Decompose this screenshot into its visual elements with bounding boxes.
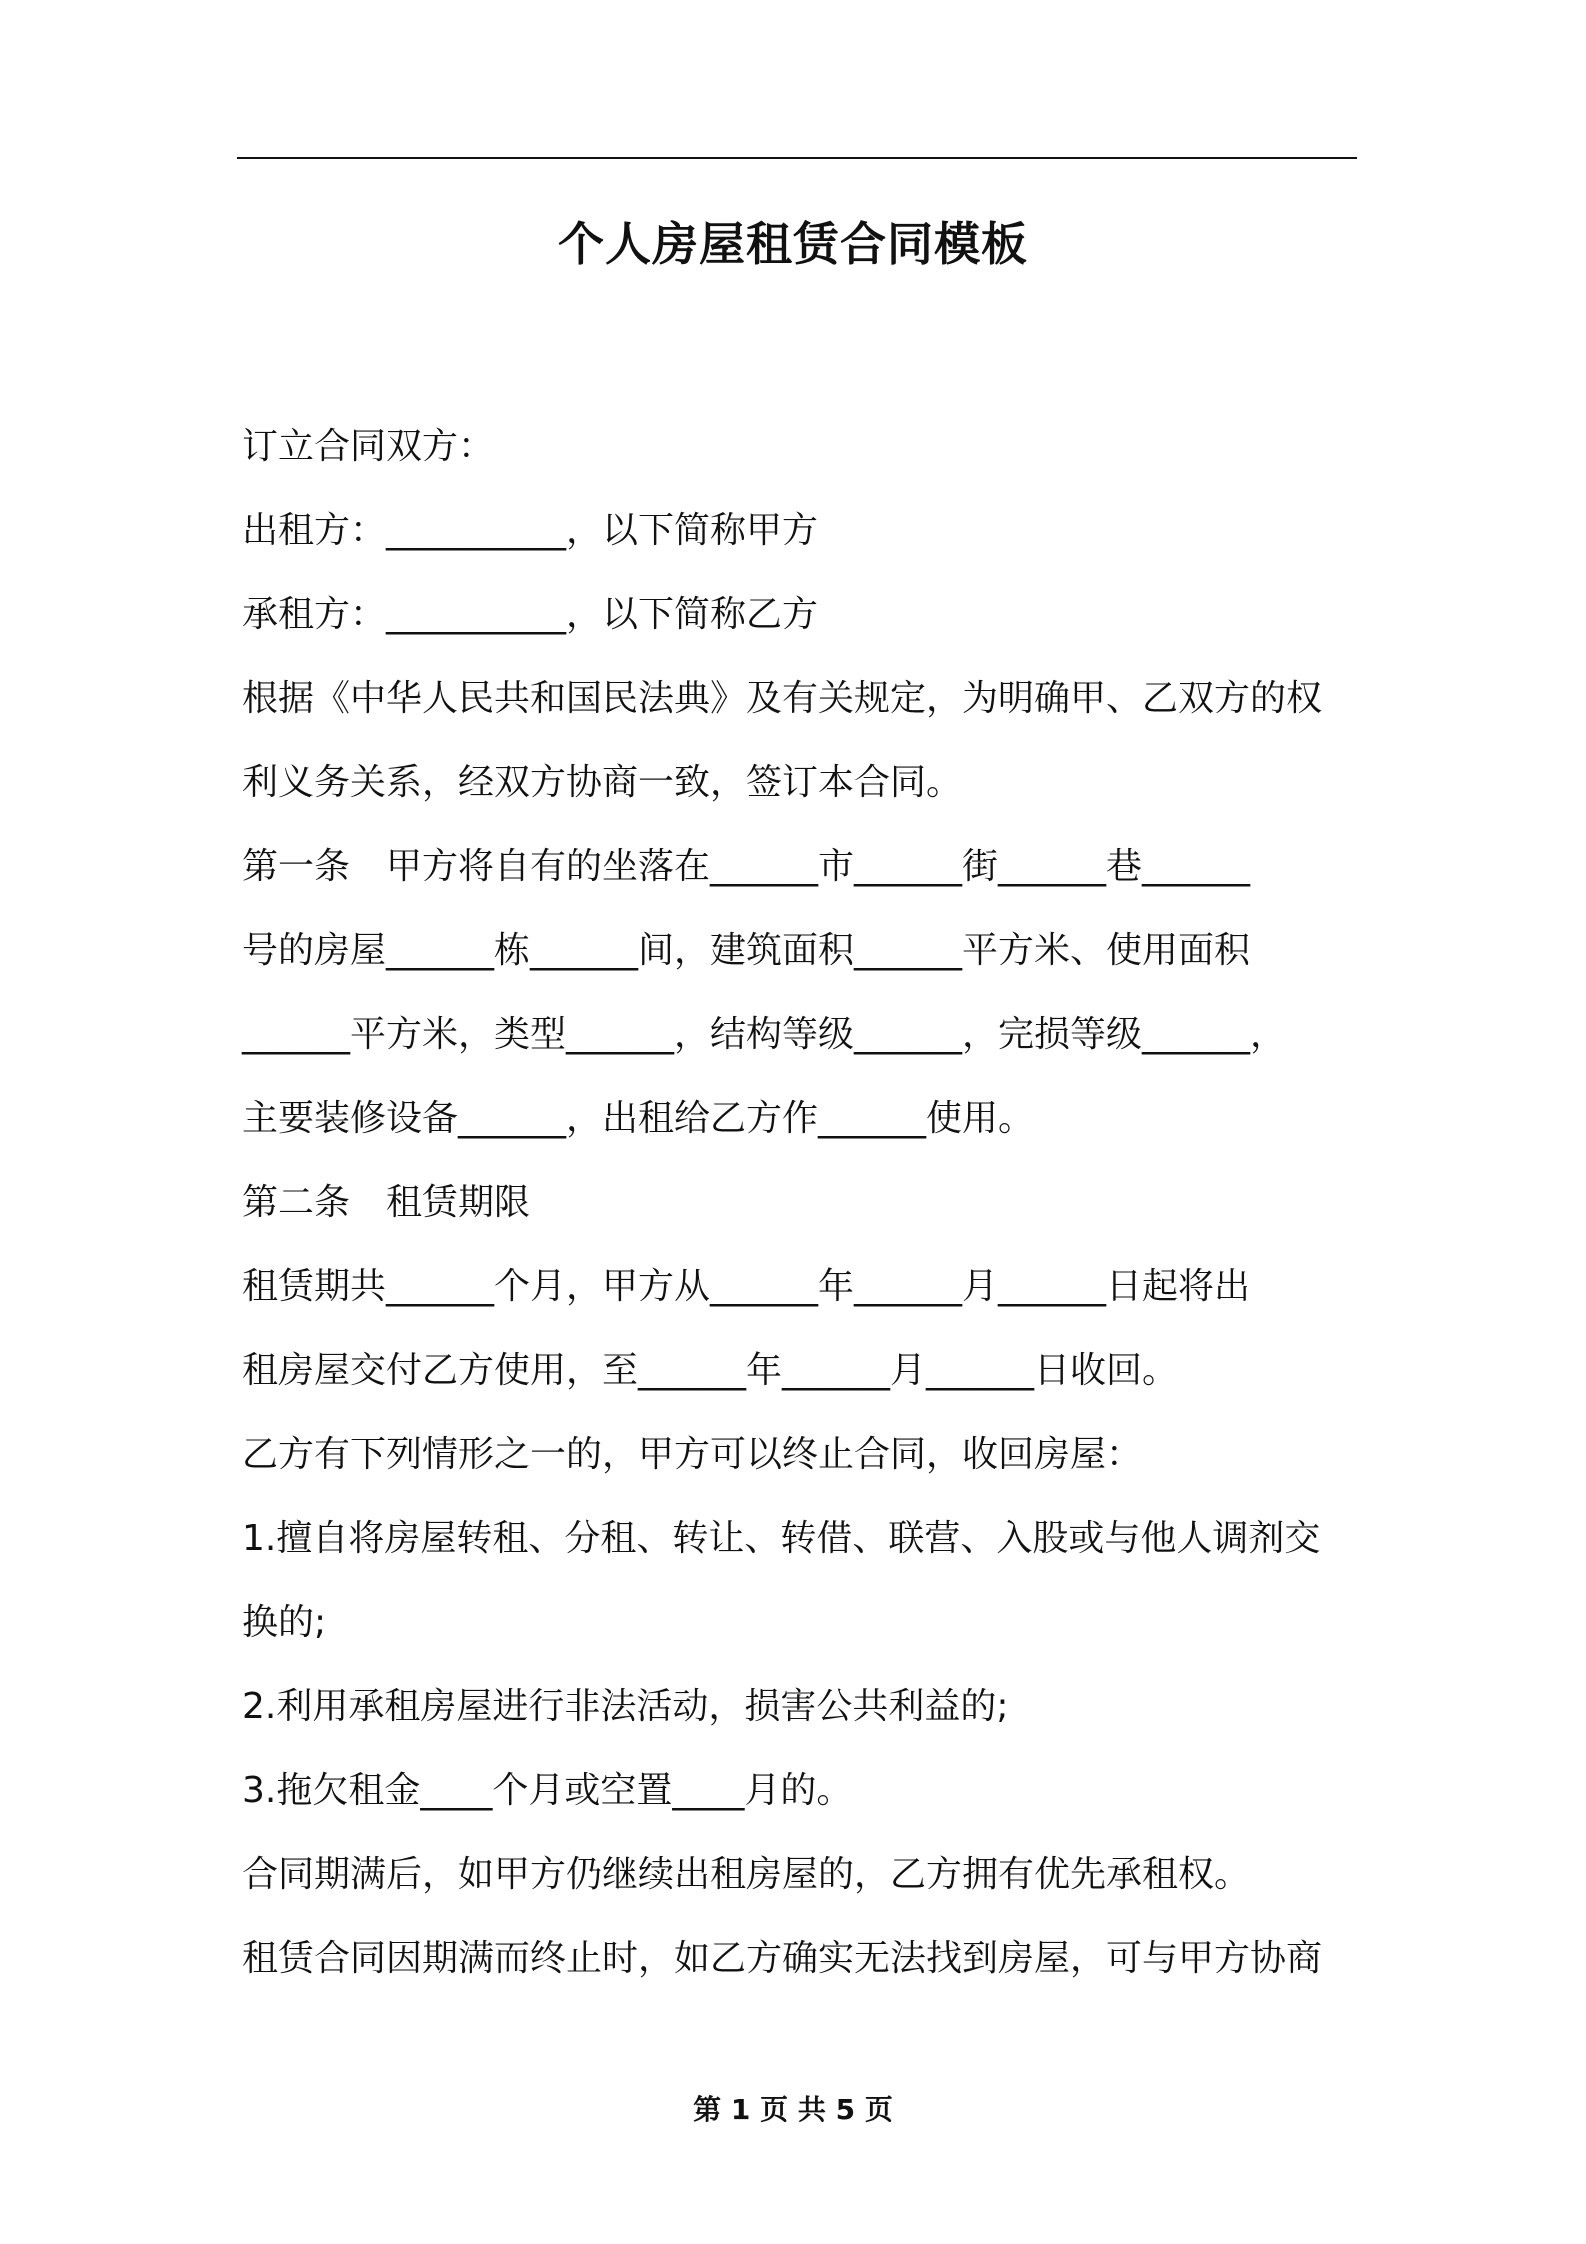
body-line: 租赁合同因期满而终止时，如乙方确实无法找到房屋，可与甲方协商: [242, 1938, 1323, 1979]
body-line: 订立合同双方：: [242, 426, 495, 467]
body-line: 根据《中华人民共和国民法典》及有关规定，为明确甲、乙双方的权: [242, 678, 1323, 719]
body-line: 出租方：__________，以下简称甲方: [242, 510, 819, 551]
body-line: 主要装修设备______，出租给乙方作______使用。: [242, 1098, 1035, 1139]
body-line: 租房屋交付乙方使用，至______年______月______日收回。: [242, 1350, 1179, 1391]
body-line: 合同期满后，如甲方仍继续出租房屋的，乙方拥有优先承租权。: [242, 1854, 1251, 1895]
body-line: 承租方：__________，以下简称乙方: [242, 594, 819, 635]
body-line: 第一条 甲方将自有的坐落在______市______街______巷______: [242, 846, 1251, 887]
body-line: ______平方米，类型______，结构等级______，完损等级______，: [242, 1014, 1287, 1055]
body-line: 号的房屋______栋______间，建筑面积______平方米、使用面积: [242, 930, 1251, 971]
header-rule: [237, 157, 1357, 159]
body-line: 利义务关系，经双方协商一致，签订本合同。: [242, 762, 963, 803]
body-line: 换的;: [242, 1602, 327, 1643]
page-number: 第 1 页 共 5 页: [693, 2093, 893, 2126]
document-title: 个人房屋租赁合同模板: [558, 217, 1028, 271]
document-body: [242, 405, 1382, 2001]
body-line: 租赁期共______个月，甲方从______年______月______日起将出: [242, 1266, 1251, 1307]
body-line: 3.拖欠租金____个月或空置____月的。: [242, 1770, 853, 1811]
body-line: 乙方有下列情形之一的，甲方可以终止合同，收回房屋：: [242, 1434, 1143, 1475]
body-line: 2.利用承租房屋进行非法活动，损害公共利益的;: [242, 1686, 1009, 1727]
body-line: 1.擅自将房屋转租、分租、转让、转借、联营、入股或与他人调剂交: [242, 1518, 1321, 1559]
body-line: 第二条 租赁期限: [242, 1182, 531, 1223]
